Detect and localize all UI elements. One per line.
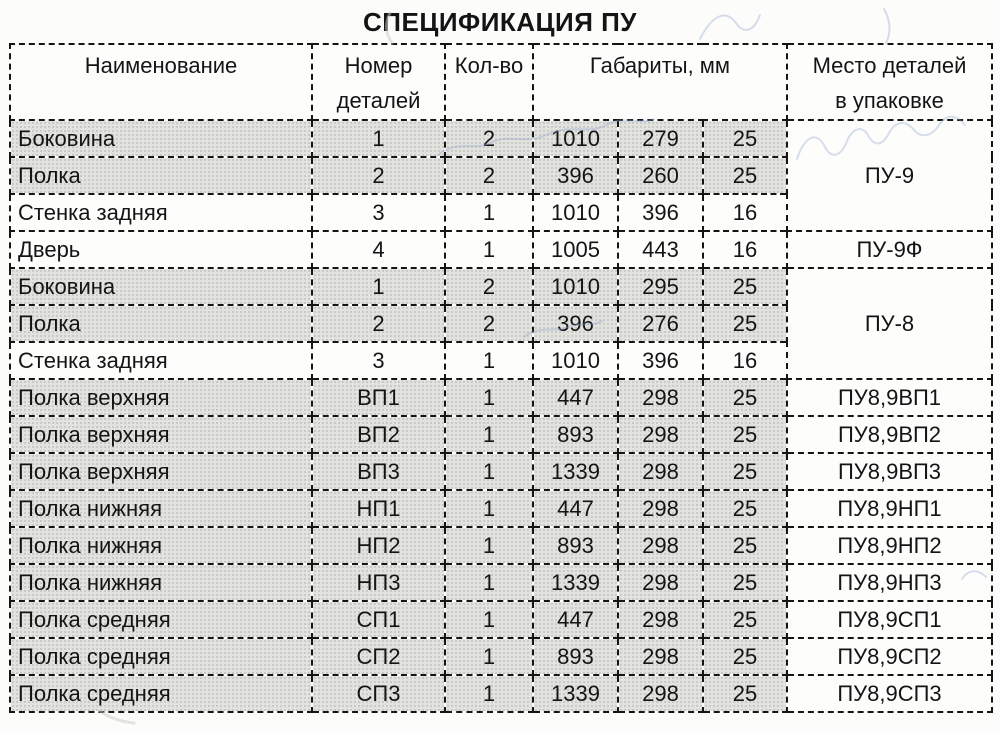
cell-qty: 1 (445, 416, 533, 453)
cell-dim-length: 1010 (533, 342, 618, 379)
col-header-qty: Кол-во (445, 44, 533, 120)
cell-package: ПУ-9 (787, 120, 992, 231)
col-header-name-label: Наименование (84, 53, 238, 78)
cell-qty: 1 (445, 490, 533, 527)
cell-dim-width: 298 (618, 675, 703, 712)
cell-name: Полка средняя (10, 601, 312, 638)
cell-qty: 1 (445, 601, 533, 638)
specification-table (9, 43, 993, 713)
cell-qty: 1 (445, 638, 533, 675)
cell-dim-thickness: 25 (703, 675, 787, 712)
table-body (10, 120, 992, 712)
cell-dim-length: 1010 (533, 268, 618, 305)
cell-part-number: СП2 (312, 638, 445, 675)
cell-dim-thickness: 25 (703, 527, 787, 564)
cell-dim-length: 396 (533, 157, 618, 194)
cell-qty: 1 (445, 453, 533, 490)
cell-dim-thickness: 25 (703, 305, 787, 342)
table-row (10, 601, 992, 638)
cell-part-number: 4 (312, 231, 445, 268)
cell-qty: 2 (445, 120, 533, 157)
cell-package: ПУ8,9СП3 (787, 675, 992, 712)
page-title: СПЕЦИФИКАЦИЯ ПУ (363, 7, 637, 37)
cell-package: ПУ-8 (787, 268, 992, 379)
cell-dim-width: 295 (618, 268, 703, 305)
cell-dim-thickness: 25 (703, 490, 787, 527)
cell-name: Полка нижняя (10, 527, 312, 564)
cell-dim-length: 1010 (533, 194, 618, 231)
cell-name: Полка нижняя (10, 564, 312, 601)
cell-dim-width: 279 (618, 120, 703, 157)
cell-dim-thickness: 16 (703, 194, 787, 231)
table-row (10, 527, 992, 564)
col-header-part-number-line1: Номер (344, 53, 413, 78)
cell-dim-width: 443 (618, 231, 703, 268)
cell-part-number: 2 (312, 157, 445, 194)
table-row (10, 638, 992, 675)
col-header-name (10, 44, 312, 120)
cell-name: Полка верхняя (10, 453, 312, 490)
table-row (10, 675, 992, 712)
cell-name: Полка (10, 157, 312, 194)
cell-dim-width: 298 (618, 490, 703, 527)
col-header-part-number-line2: деталей (336, 88, 421, 113)
table-row (10, 416, 992, 453)
cell-name: Стенка задняя (10, 342, 312, 379)
cell-dim-length: 447 (533, 601, 618, 638)
cell-name: Полка нижняя (10, 490, 312, 527)
cell-dim-length: 1005 (533, 231, 618, 268)
cell-dim-length: 1339 (533, 453, 618, 490)
cell-dim-thickness: 16 (703, 231, 787, 268)
cell-dim-thickness: 25 (703, 120, 787, 157)
cell-dim-width: 276 (618, 305, 703, 342)
cell-dim-thickness: 25 (703, 416, 787, 453)
cell-name: Полка средняя (10, 675, 312, 712)
cell-qty: 1 (445, 564, 533, 601)
cell-part-number: СП3 (312, 675, 445, 712)
cell-dim-thickness: 25 (703, 453, 787, 490)
cell-qty: 1 (445, 342, 533, 379)
cell-dim-thickness: 25 (703, 157, 787, 194)
cell-part-number: ВП3 (312, 453, 445, 490)
cell-part-number: 3 (312, 342, 445, 379)
cell-part-number: 3 (312, 194, 445, 231)
cell-dim-width: 260 (618, 157, 703, 194)
col-header-dimensions: Габариты, мм (533, 44, 787, 120)
cell-dim-length: 447 (533, 490, 618, 527)
cell-dim-width: 298 (618, 379, 703, 416)
cell-qty: 1 (445, 194, 533, 231)
cell-package: ПУ8,9НП3 (787, 564, 992, 601)
cell-part-number: СП1 (312, 601, 445, 638)
cell-name: Полка средняя (10, 638, 312, 675)
cell-name: Полка (10, 305, 312, 342)
cell-dim-width: 298 (618, 453, 703, 490)
col-header-part-number (312, 44, 445, 120)
cell-package: ПУ8,9НП2 (787, 527, 992, 564)
cell-package: ПУ8,9НП1 (787, 490, 992, 527)
cell-dim-thickness: 25 (703, 638, 787, 675)
cell-part-number: НП2 (312, 527, 445, 564)
cell-part-number: ВП1 (312, 379, 445, 416)
header-row (10, 44, 992, 120)
cell-dim-width: 298 (618, 416, 703, 453)
cell-qty: 2 (445, 305, 533, 342)
cell-part-number: НП3 (312, 564, 445, 601)
cell-part-number: ВП2 (312, 416, 445, 453)
cell-package: ПУ8,9СП2 (787, 638, 992, 675)
table-row (10, 490, 992, 527)
cell-dim-width: 396 (618, 342, 703, 379)
cell-name: Стенка задняя (10, 194, 312, 231)
cell-name: Дверь (10, 231, 312, 268)
cell-dim-length: 893 (533, 527, 618, 564)
table-row (10, 379, 992, 416)
cell-dim-thickness: 25 (703, 601, 787, 638)
cell-dim-length: 1010 (533, 120, 618, 157)
cell-dim-thickness: 25 (703, 564, 787, 601)
cell-qty: 1 (445, 527, 533, 564)
cell-qty: 2 (445, 268, 533, 305)
cell-package: ПУ8,9ВП2 (787, 416, 992, 453)
cell-name: Полка верхняя (10, 416, 312, 453)
cell-qty: 1 (445, 379, 533, 416)
table-row (10, 564, 992, 601)
cell-part-number: 1 (312, 268, 445, 305)
cell-package: ПУ8,9СП1 (787, 601, 992, 638)
cell-dim-thickness: 25 (703, 379, 787, 416)
table-row (10, 268, 992, 305)
cell-name: Боковина (10, 120, 312, 157)
cell-package: ПУ-9Ф (787, 231, 992, 268)
cell-dim-thickness: 25 (703, 268, 787, 305)
cell-package: ПУ8,9ВП1 (787, 379, 992, 416)
cell-dim-width: 298 (618, 527, 703, 564)
table-row (10, 231, 992, 268)
cell-dim-width: 298 (618, 601, 703, 638)
cell-dim-length: 893 (533, 638, 618, 675)
table-row (10, 453, 992, 490)
cell-part-number: 2 (312, 305, 445, 342)
table-header (10, 44, 992, 120)
cell-dim-length: 1339 (533, 675, 618, 712)
cell-qty: 1 (445, 675, 533, 712)
col-header-package-line1: Место деталей (812, 53, 967, 78)
cell-dim-length: 396 (533, 305, 618, 342)
cell-dim-length: 1339 (533, 564, 618, 601)
cell-dim-length: 447 (533, 379, 618, 416)
cell-qty: 2 (445, 157, 533, 194)
cell-dim-width: 298 (618, 638, 703, 675)
cell-dim-length: 893 (533, 416, 618, 453)
cell-qty: 1 (445, 231, 533, 268)
col-header-package-line2: в упаковке (835, 88, 944, 113)
cell-part-number: НП1 (312, 490, 445, 527)
cell-name: Полка верхняя (10, 379, 312, 416)
cell-dim-width: 396 (618, 194, 703, 231)
cell-name: Боковина (10, 268, 312, 305)
scanned-document-page (0, 7, 1000, 731)
cell-dim-thickness: 16 (703, 342, 787, 379)
col-header-package (787, 44, 992, 120)
cell-part-number: 1 (312, 120, 445, 157)
table-row (10, 120, 992, 157)
cell-package: ПУ8,9ВП3 (787, 453, 992, 490)
cell-dim-width: 298 (618, 564, 703, 601)
